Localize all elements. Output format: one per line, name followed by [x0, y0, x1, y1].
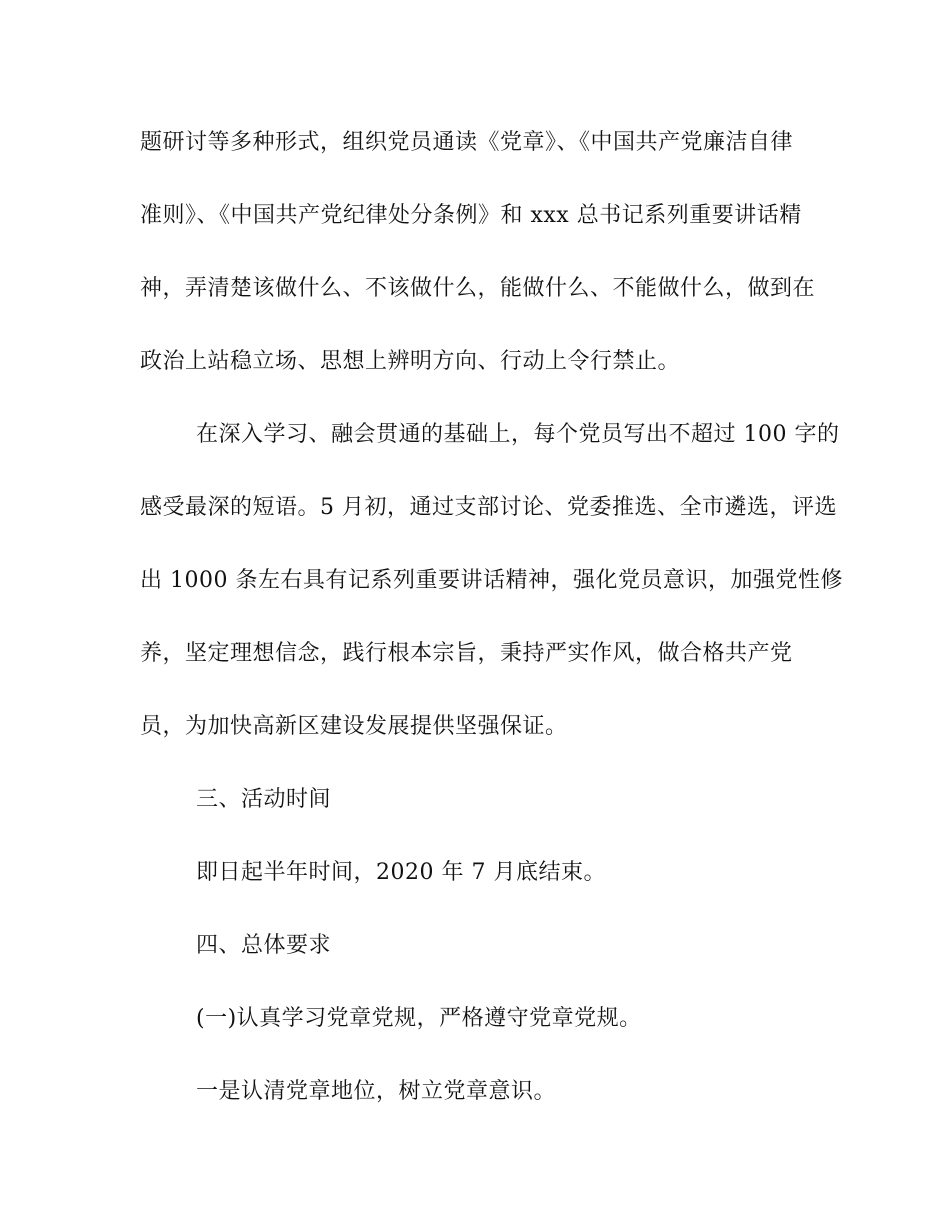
text-line: 在深入学习、融会贯通的基础上，每个党员写出不超过 100 字的: [196, 422, 840, 447]
section-heading: 三、活动时间: [196, 787, 332, 812]
text-line: 即日起半年时间，2020 年 7 月底结束。: [196, 860, 606, 885]
text-line: 感受最深的短语。5 月初，通过支部讨论、党委推选、全市遴选，评选: [140, 495, 837, 520]
text-line: 出 1000 条左右具有记系列重要讲话精神，强化党员意识，加强党性修: [140, 568, 843, 593]
text-line: 题研讨等多种形式，组织党员通读《党章》、《中国共产党廉洁自律: [140, 130, 794, 155]
text-line: 神，弄清楚该做什么、不该做什么，能做什么、不能做什么，做到在: [140, 276, 816, 301]
text-line: 养，坚定理想信念，践行根本宗旨，秉持严实作风，做合格共产党: [140, 641, 793, 666]
text-line: 一是认清党章地位，树立党章意识。: [196, 1079, 557, 1104]
text-line: 政治上站稳立场、思想上辨明方向、行动上令行禁止。: [140, 349, 681, 374]
subsection-heading: (一)认真学习党章党规，严格遵守党章党规。: [196, 1006, 642, 1031]
section-heading: 四、总体要求: [196, 933, 332, 958]
text-line: 员，为加快高新区建设发展提供坚强保证。: [140, 714, 568, 739]
text-line: 准则》、《中国共产党纪律处分条例》和 xxx 总书记系列重要讲话精: [140, 203, 802, 228]
